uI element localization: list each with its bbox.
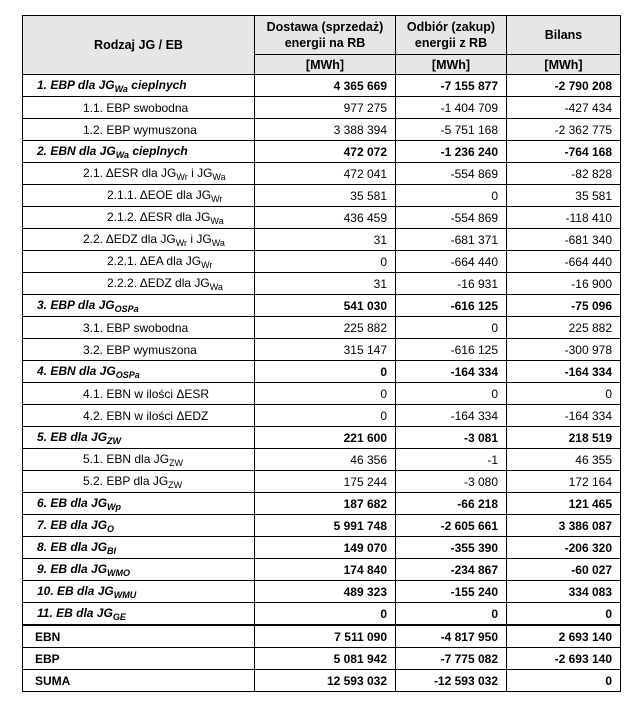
row-label-text: 4.2. EBN w ilości ΔEDZ [83, 408, 209, 423]
balance-value: -764 168 [507, 141, 621, 163]
row-label [23, 229, 255, 251]
summary-label: SUMA [23, 670, 255, 692]
table-row [23, 427, 621, 449]
delivery-value: 489 323 [255, 581, 396, 603]
header-type: Rodzaj JG / EB [23, 16, 255, 75]
delivery-value: 472 041 [255, 163, 396, 185]
row-label-text: 2.2.1. ΔEA dla JG [107, 253, 202, 268]
row-label [23, 603, 255, 626]
table-row [23, 75, 621, 97]
delivery-value: 221 600 [255, 427, 396, 449]
row-label-subscript: WMU [113, 589, 137, 600]
delivery-value: 46 356 [255, 449, 396, 471]
row-label [23, 141, 255, 163]
intake-value: -616 125 [396, 339, 507, 361]
delivery-value: 225 882 [255, 317, 396, 339]
row-label-subscript: Wr [175, 237, 188, 248]
intake-value: -2 605 661 [396, 515, 507, 537]
summary-balance-value: -2 693 140 [507, 648, 621, 670]
row-label-text: 2. EBN dla JG [37, 143, 116, 158]
balance-value: 35 581 [507, 185, 621, 207]
table-row [23, 361, 621, 383]
table-row [23, 119, 621, 141]
row-label-subscript: GE [112, 611, 126, 622]
delivery-value: 187 682 [255, 493, 396, 515]
summary-balance-value: 0 [507, 670, 621, 692]
summary-intake-value: -12 593 032 [396, 670, 507, 692]
summary-intake-value: -4 817 950 [396, 625, 507, 648]
delivery-value: 315 147 [255, 339, 396, 361]
unit-delivery: [MWh] [255, 55, 396, 75]
row-label [23, 251, 255, 273]
row-label-subscript: Wa [212, 171, 226, 182]
table-row [23, 405, 621, 427]
delivery-value: 436 459 [255, 207, 396, 229]
balance-value: -427 434 [507, 97, 621, 119]
table-row [23, 185, 621, 207]
header-row [23, 16, 621, 55]
row-label-text: 7. EB dla JG [37, 517, 108, 532]
table-row [23, 141, 621, 163]
intake-value: -1 236 240 [396, 141, 507, 163]
table-row [23, 295, 621, 317]
summary-intake-value: -7 775 082 [396, 648, 507, 670]
balance-value: -206 320 [507, 537, 621, 559]
row-label [23, 537, 255, 559]
delivery-value: 472 072 [255, 141, 396, 163]
row-label [23, 295, 255, 317]
balance-value: -82 828 [507, 163, 621, 185]
row-label-text: 2.1.1. ΔEOE dla JG [107, 187, 212, 202]
row-label-suffix: i JG [187, 231, 212, 246]
row-label-text: 2.2.2. ΔEDZ dla JG [107, 275, 210, 290]
row-label-text: 6. EB dla JG [37, 495, 108, 510]
intake-value: 0 [396, 317, 507, 339]
delivery-value: 0 [255, 405, 396, 427]
delivery-value: 0 [255, 361, 396, 383]
row-label [23, 471, 255, 493]
table-row [23, 163, 621, 185]
summary-balance-value: 2 693 140 [507, 625, 621, 648]
balance-value: -60 027 [507, 559, 621, 581]
balance-value: 46 355 [507, 449, 621, 471]
row-label-subscript: Wr [176, 171, 188, 182]
intake-value: -66 218 [396, 493, 507, 515]
delivery-value: 5 991 748 [255, 515, 396, 537]
energy-balance-table-container [22, 15, 621, 692]
row-label-text: 3.2. EBP wymuszona [83, 342, 197, 357]
summary-delivery-value: 5 081 942 [255, 648, 396, 670]
row-label-text: 8. EB dla JG [37, 539, 108, 554]
balance-value: -164 334 [507, 405, 621, 427]
table-row [23, 537, 621, 559]
row-label-text: 1.2. EBP wymuszona [83, 122, 197, 137]
balance-value: -2 790 208 [507, 75, 621, 97]
table-row [23, 559, 621, 581]
row-label [23, 515, 255, 537]
table-body [23, 75, 621, 692]
intake-value: -164 334 [396, 405, 507, 427]
row-label [23, 427, 255, 449]
table-row [23, 97, 621, 119]
table-row [23, 515, 621, 537]
table-row [23, 581, 621, 603]
intake-value: 0 [396, 383, 507, 405]
header-intake: Odbiór (zakup) energii z RB [396, 16, 507, 55]
balance-value: 225 882 [507, 317, 621, 339]
table-row [23, 339, 621, 361]
header-delivery: Dostawa (sprzedaż) energii na RB [255, 16, 396, 55]
balance-value: -300 978 [507, 339, 621, 361]
row-label-subscript: ZW [168, 479, 183, 490]
intake-value: 0 [396, 185, 507, 207]
row-label [23, 317, 255, 339]
delivery-value: 4 365 669 [255, 75, 396, 97]
row-label-suffix: cieplnych [127, 77, 187, 92]
row-label-subscript: Wa [209, 281, 223, 292]
row-label [23, 383, 255, 405]
row-label [23, 449, 255, 471]
row-label [23, 97, 255, 119]
row-label [23, 119, 255, 141]
row-label-text: 3. EBP dla JG [37, 297, 115, 312]
balance-value: 334 083 [507, 581, 621, 603]
summary-delivery-value: 12 593 032 [255, 670, 396, 692]
intake-value: -355 390 [396, 537, 507, 559]
row-label [23, 185, 255, 207]
intake-value: -7 155 877 [396, 75, 507, 97]
row-label-subscript: Wa [210, 215, 224, 226]
intake-value: -3 081 [396, 427, 507, 449]
intake-value: -234 867 [396, 559, 507, 581]
intake-value: -554 869 [396, 163, 507, 185]
intake-value: -1 404 709 [396, 97, 507, 119]
delivery-value: 977 275 [255, 97, 396, 119]
row-label-subscript: BI [107, 545, 117, 556]
balance-value: 121 465 [507, 493, 621, 515]
delivery-value: 31 [255, 229, 396, 251]
row-label-suffix: cieplnych [129, 143, 188, 158]
row-label [23, 75, 255, 97]
intake-value: -681 371 [396, 229, 507, 251]
delivery-value: 0 [255, 603, 396, 626]
summary-row [23, 670, 621, 692]
row-label-subscript: WMO [107, 567, 131, 578]
table-row [23, 207, 621, 229]
balance-value: -2 362 775 [507, 119, 621, 141]
balance-value: 3 386 087 [507, 515, 621, 537]
delivery-value: 175 244 [255, 471, 396, 493]
header-balance: Bilans [507, 16, 621, 55]
intake-value: -554 869 [396, 207, 507, 229]
unit-balance: [MWh] [507, 55, 621, 75]
row-label-text: 1. EBP dla JG [37, 77, 115, 92]
intake-value: -155 240 [396, 581, 507, 603]
row-label-text: 11. EB dla JG [37, 605, 113, 620]
row-label-subscript: Wr [211, 193, 223, 204]
row-label-suffix: i JG [187, 165, 213, 180]
balance-value: -681 340 [507, 229, 621, 251]
table-row [23, 471, 621, 493]
delivery-value: 174 840 [255, 559, 396, 581]
intake-value: 0 [396, 603, 507, 626]
row-label-text: 2.1. ΔESR dla JG [83, 165, 177, 180]
row-label [23, 207, 255, 229]
balance-value: -164 334 [507, 361, 621, 383]
balance-value: 0 [507, 383, 621, 405]
row-label [23, 405, 255, 427]
row-label-text: 4.1. EBN w ilości ΔESR [83, 386, 210, 401]
table-row [23, 383, 621, 405]
balance-value: 218 519 [507, 427, 621, 449]
table-row [23, 449, 621, 471]
delivery-value: 0 [255, 251, 396, 273]
row-label-text: 2.2. ΔEDZ dla JG [83, 231, 176, 246]
intake-value: -164 334 [396, 361, 507, 383]
balance-value: -75 096 [507, 295, 621, 317]
row-label-subscript: Wa [211, 237, 225, 248]
row-label-subscript: O [107, 523, 115, 534]
row-label-subscript: Wp [107, 501, 122, 512]
balance-value: -118 410 [507, 207, 621, 229]
balance-value: -16 900 [507, 273, 621, 295]
table-row [23, 603, 621, 626]
intake-value: -1 [396, 449, 507, 471]
row-label-subscript: ZW [169, 457, 184, 468]
row-label-subscript: Wr [201, 259, 213, 270]
summary-label: EBN [23, 625, 255, 648]
balance-value: 0 [507, 603, 621, 626]
row-label [23, 559, 255, 581]
row-label-text: 1.1. EBP swobodna [83, 100, 189, 115]
balance-value: 172 164 [507, 471, 621, 493]
row-label [23, 273, 255, 295]
table-row [23, 273, 621, 295]
row-label-subscript: ZW [107, 435, 122, 446]
delivery-value: 541 030 [255, 295, 396, 317]
row-label-text: 9. EB dla JG [37, 561, 108, 576]
row-label-text: 10. EB dla JG [37, 583, 114, 598]
delivery-value: 149 070 [255, 537, 396, 559]
row-label-text: 2.1.2. ΔESR dla JG [107, 209, 211, 224]
delivery-value: 35 581 [255, 185, 396, 207]
balance-value: -664 440 [507, 251, 621, 273]
row-label-text: 4. EBN dla JG [37, 363, 116, 378]
intake-value: -5 751 168 [396, 119, 507, 141]
energy-balance-table [22, 15, 621, 692]
summary-label: EBP [23, 648, 255, 670]
row-label-text: 5. EB dla JG [37, 429, 108, 444]
intake-value: -664 440 [396, 251, 507, 273]
intake-value: -616 125 [396, 295, 507, 317]
delivery-value: 0 [255, 383, 396, 405]
intake-value: -16 931 [396, 273, 507, 295]
intake-value: -3 080 [396, 471, 507, 493]
row-label [23, 493, 255, 515]
row-label [23, 581, 255, 603]
summary-row [23, 625, 621, 648]
table-row [23, 493, 621, 515]
table-row [23, 251, 621, 273]
table-row [23, 317, 621, 339]
summary-delivery-value: 7 511 090 [255, 625, 396, 648]
row-label-text: 5.1. EBN dla JG [83, 451, 170, 466]
row-label [23, 361, 255, 383]
row-label-subscript: OSPa [115, 369, 140, 380]
row-label [23, 339, 255, 361]
row-label [23, 163, 255, 185]
row-label-subscript: Wa [115, 149, 130, 160]
delivery-value: 31 [255, 273, 396, 295]
row-label-text: 5.2. EBP dla JG [83, 473, 169, 488]
unit-intake: [MWh] [396, 55, 507, 75]
summary-row [23, 648, 621, 670]
table-row [23, 229, 621, 251]
delivery-value: 3 388 394 [255, 119, 396, 141]
row-label-subscript: OSPa [114, 303, 139, 314]
row-label-subscript: Wa [114, 83, 128, 94]
row-label-text: 3.1. EBP swobodna [83, 320, 189, 335]
